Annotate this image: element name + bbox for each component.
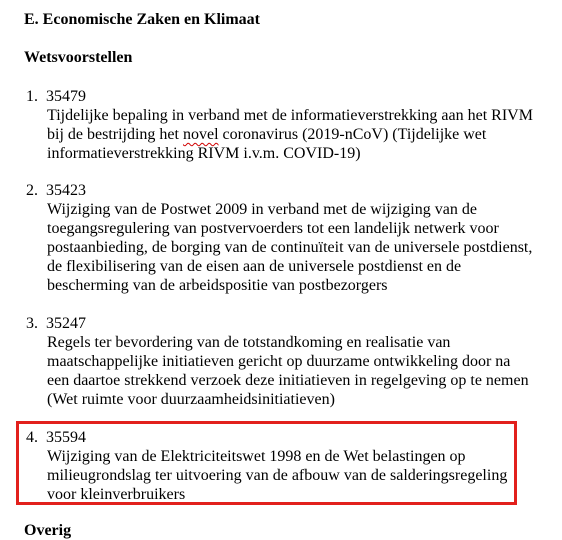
item-description — [47, 447, 547, 504]
description-line: bij de bestrijding het novel coronavirus (2019-nCoV) (Tijdelijke wet — [47, 126, 487, 143]
description-line: Regels ter bevordering van de totstandkoming en realisatie van — [47, 334, 451, 351]
description-line: maatschappelijke initiatieven gericht op duurzame ontwikkeling door na — [47, 353, 511, 370]
list-item-4 — [26, 428, 546, 504]
list-item-2 — [26, 181, 546, 295]
description-line: bescherming van de arbeidspositie van postbezorgers — [47, 277, 388, 294]
description-line: Tijdelijke bepaling in verband met de informatieverstrekking aan het RIVM — [47, 107, 533, 124]
item-number: 3. — [26, 315, 38, 332]
list-item-3 — [26, 314, 546, 409]
description-line: een daartoe strekkend verzoek deze initiatieven in regelgeving op te nemen — [47, 372, 529, 389]
item-number: 2. — [26, 182, 38, 199]
item-header — [26, 181, 546, 200]
description-line: voor kleinverbruikers — [47, 486, 186, 503]
item-code: 35247 — [46, 315, 86, 332]
item-code: 35594 — [46, 429, 86, 446]
description-line: postaanbieding, de borging van de continuïteit van de universele postdienst, — [47, 239, 533, 256]
item-description — [47, 200, 547, 295]
section-title: E. Economische Zaken en Klimaat — [24, 11, 261, 28]
misspelled-word[interactable]: novel — [182, 126, 219, 143]
item-header — [26, 87, 546, 106]
item-code: 35479 — [46, 88, 86, 105]
item-header — [26, 314, 546, 333]
item-number: 1. — [26, 88, 38, 105]
description-line: Wijziging van de Elektriciteitswet 1998 en de Wet belastingen op — [47, 448, 466, 465]
description-line: toegangsregulering van postvervoerders tot een landelijk netwerk voor — [47, 220, 499, 237]
description-line: de flexibilisering van de eisen aan de universele postdienst en de — [47, 258, 462, 275]
item-description — [47, 106, 547, 163]
description-line: milieugrondslag ter uitvoering van de afbouw van de salderingsregeling — [47, 467, 508, 484]
list-item-1 — [26, 87, 546, 163]
section-footer-title: Overig — [24, 522, 72, 539]
item-number: 4. — [26, 429, 38, 446]
subsection-title: Wetsvoorstellen — [24, 49, 133, 66]
item-header — [26, 428, 546, 447]
item-code: 35423 — [46, 182, 86, 199]
description-line: Wijziging van de Postwet 2009 in verband met de wijziging van de — [47, 201, 477, 218]
item-description — [47, 333, 547, 409]
description-line: informatieverstrekking RIVM i.v.m. COVID-19) — [47, 145, 361, 162]
description-line: (Wet ruimte voor duurzaamheidsinitiatieven) — [47, 391, 335, 408]
